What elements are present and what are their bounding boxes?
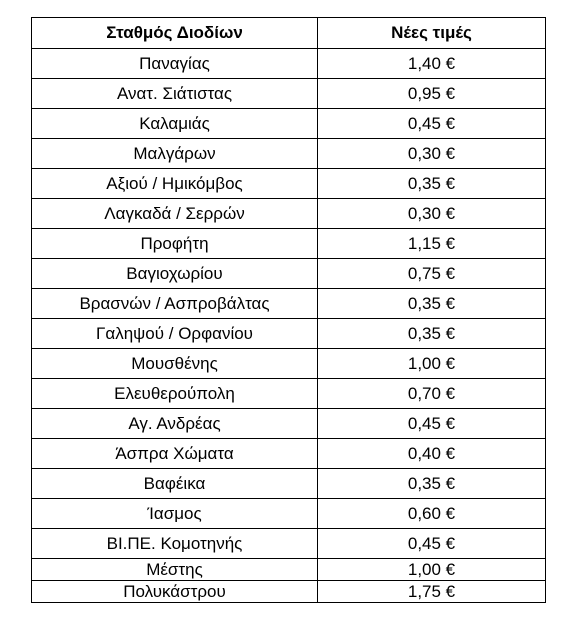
table-row <box>32 109 546 139</box>
price-cell: 0,40 € <box>318 439 546 469</box>
table-row <box>32 469 546 499</box>
price-cell: 0,45 € <box>318 409 546 439</box>
table-row <box>32 139 546 169</box>
price-cell: 0,60 € <box>318 499 546 529</box>
table-row <box>32 229 546 259</box>
price-cell: 0,35 € <box>318 169 546 199</box>
price-cell: 0,45 € <box>318 529 546 559</box>
price-cell: 0,30 € <box>318 199 546 229</box>
table-row <box>32 49 546 79</box>
station-cell: Μέστης <box>32 559 318 581</box>
price-cell: 1,00 € <box>318 349 546 379</box>
table-row <box>32 349 546 379</box>
table-row <box>32 559 546 581</box>
table-row <box>32 79 546 109</box>
price-cell: 1,15 € <box>318 229 546 259</box>
table-row <box>32 319 546 349</box>
table-header-row <box>32 18 546 49</box>
station-cell: Προφήτη <box>32 229 318 259</box>
station-cell: Πολυκάστρου <box>32 581 318 603</box>
price-cell: 0,45 € <box>318 109 546 139</box>
table-row <box>32 529 546 559</box>
column-header-station: Σταθμός Διοδίων <box>32 18 318 49</box>
price-cell: 1,75 € <box>318 581 546 603</box>
station-cell: Βρασνών / Ασπροβάλτας <box>32 289 318 319</box>
table-row <box>32 409 546 439</box>
station-cell: Ανατ. Σιάτιστας <box>32 79 318 109</box>
price-cell: 1,40 € <box>318 49 546 79</box>
station-cell: Αγ. Ανδρέας <box>32 409 318 439</box>
price-cell: 0,35 € <box>318 319 546 349</box>
station-cell: ΒΙ.ΠΕ. Κομοτηνής <box>32 529 318 559</box>
station-cell: Λαγκαδά / Σερρών <box>32 199 318 229</box>
table-row <box>32 439 546 469</box>
table-row <box>32 199 546 229</box>
table-row <box>32 581 546 603</box>
table-row <box>32 499 546 529</box>
toll-prices-table <box>31 17 546 603</box>
price-cell: 0,35 € <box>318 469 546 499</box>
table-row <box>32 169 546 199</box>
station-cell: Βαγιοχωρίου <box>32 259 318 289</box>
price-cell: 1,00 € <box>318 559 546 581</box>
station-cell: Καλαμιάς <box>32 109 318 139</box>
station-cell: Γαληψού / Ορφανίου <box>32 319 318 349</box>
table-row <box>32 259 546 289</box>
price-cell: 0,30 € <box>318 139 546 169</box>
column-header-price: Νέες τιμές <box>318 18 546 49</box>
station-cell: Παναγίας <box>32 49 318 79</box>
station-cell: Ίασμος <box>32 499 318 529</box>
station-cell: Βαφέικα <box>32 469 318 499</box>
price-cell: 0,35 € <box>318 289 546 319</box>
price-cell: 0,95 € <box>318 79 546 109</box>
station-cell: Ελευθερούπολη <box>32 379 318 409</box>
station-cell: Αξιού / Ημικόμβος <box>32 169 318 199</box>
table-row <box>32 379 546 409</box>
station-cell: Άσπρα Χώματα <box>32 439 318 469</box>
price-cell: 0,70 € <box>318 379 546 409</box>
table-row <box>32 289 546 319</box>
station-cell: Μαλγάρων <box>32 139 318 169</box>
price-cell: 0,75 € <box>318 259 546 289</box>
station-cell: Μουσθένης <box>32 349 318 379</box>
